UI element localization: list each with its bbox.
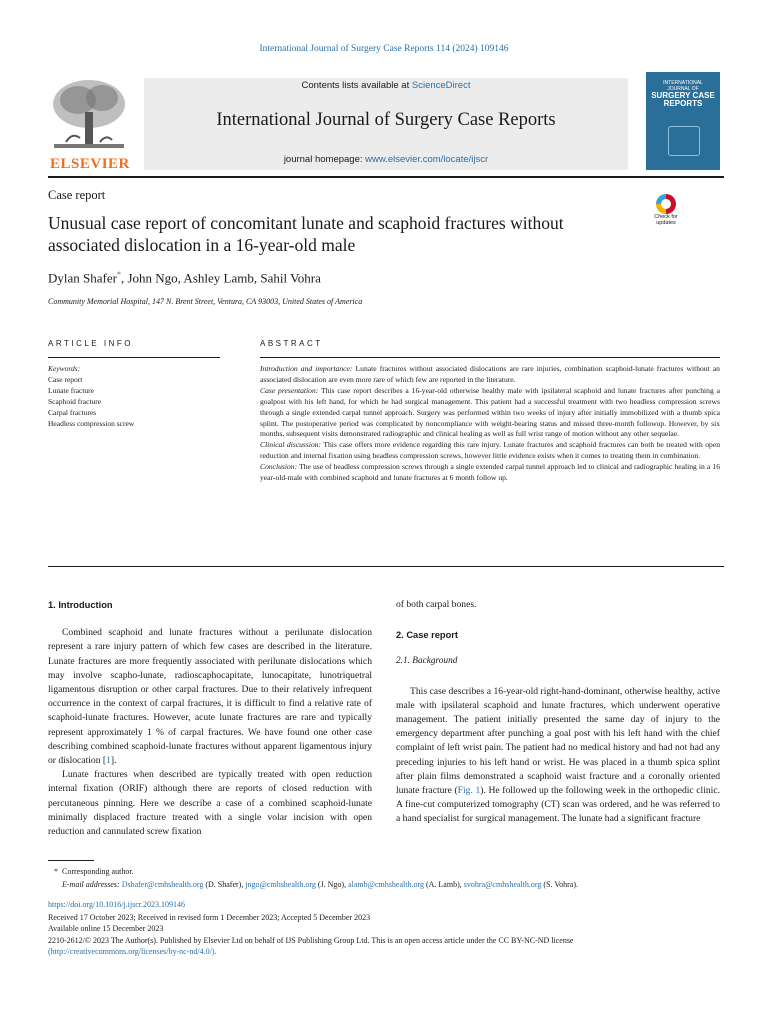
subsection-heading-background: 2.1. Background <box>396 656 458 667</box>
email-label: E-mail addresses: <box>62 880 120 889</box>
corresponding-mark[interactable]: * <box>116 270 121 279</box>
paragraph-continued: of both carpal bones. <box>396 599 477 610</box>
author-list <box>48 270 321 286</box>
abstract-section <box>260 440 720 462</box>
author-first[interactable]: Dylan Shafer <box>48 270 117 286</box>
right-column <box>396 598 720 827</box>
email-link[interactable]: Dshafer@cmhshealth.org <box>121 880 204 889</box>
article-info-heading: ARTICLE INFO <box>48 339 133 348</box>
journal-banner <box>144 78 628 170</box>
keyword-item: Case report <box>48 375 83 384</box>
abstract-body <box>260 364 720 484</box>
article-title: Unusual case report of concomitant lunate and scaphoid fractures without associated dislocation in a 16-year-old male <box>48 213 564 255</box>
abstract-text: This case report describes a 16-year-old otherwise healthy male with ipsilateral scaphoid and lunate fractures after punching a goalpost with his left hand, for which he had surgical management. This patient had a successful treatment with two headless compression screws through a single extended carpal tunnel approach. Surgery was performed within two weeks of injury after initially immobilized with a thumb spica splint. The postoperative period was complicated by noncompliance with weight-bearing status and missed three-month followup. However, by six months, subsequent visits demonstrated radiographic and clinical healing as well as full wrist range of motion without any other sequelae. <box>260 385 720 439</box>
homepage-line <box>144 154 628 165</box>
corresponding-text: Corresponding author. <box>62 867 134 876</box>
elsevier-logo[interactable] <box>48 76 130 172</box>
paragraph: Lunate fractures when described are typically treated with open reduction internal fixation (ORIF) although there are reports of closed reduction with percutaneous pinning. Here we describe a case of a combined scaphoid-lunate minimally displaced fracture treated with a single volar incision with open reduction and cannulated screw fixation <box>48 769 372 838</box>
figure-link[interactable]: Fig. 1 <box>457 785 481 797</box>
section-heading-case-report: 2. Case report <box>396 630 459 641</box>
cover-crest-icon <box>668 126 700 156</box>
keyword-item: Carpal fractures <box>48 408 97 417</box>
paragraph: This case describes a 16-year-old right-hand-dominant, otherwise healthy, active male with ipsilateral scaphoid and lunate fractures, which underwent operative management. The patient initially presented the same day of injury to the emergency department after punching a goal post with his left hand with the chief complaint of left wrist pain. The patient had no medical history and had not had any preceding injuries to his left hand or wrist. He was placed in a thumb spica splint after plain films demonstrated a scaphoid waist fracture and a coronally oriented lunate fracture (Fig. 1). He followed up the following week in the orthopedic clinic. A fine-cut computerized tomography (CT) scan was ordered, and he was referred to a hand specialist for surgical management. The lunate had a significant fracture <box>396 685 720 825</box>
abstract-text: The use of headless compression screws through a single extended carpal tunnel approach led to clinical and radiographic healing in a 16 year-old-male with combined scaphoid and lunate fractures at 6 month follow up. <box>260 462 720 483</box>
left-column <box>48 598 372 839</box>
homepage-link[interactable]: www.elsevier.com/locate/ijscr <box>365 154 489 165</box>
history-available: Available online 15 December 2023 <box>48 924 164 933</box>
abstract-label: Conclusion: <box>260 462 298 472</box>
contents-prefix: Contents lists available at <box>301 80 412 91</box>
article-type: Case report <box>48 188 106 202</box>
cover-title: SURGERY CASE REPORTS <box>651 91 715 108</box>
affiliation: Community Memorial Hospital, 147 N. Brent Street, Ventura, CA 93003, United States of America <box>48 297 363 306</box>
keyword-item: Scaphoid fracture <box>48 397 102 406</box>
footnote-divider <box>48 860 94 861</box>
sciencedirect-link[interactable]: ScienceDirect <box>411 80 471 91</box>
keywords-list <box>48 374 134 429</box>
abstract-label: Case presentation: <box>260 385 319 395</box>
check-updates-icon <box>656 194 676 214</box>
abstract-divider-top <box>260 357 720 358</box>
check-updates-label: Check for updates <box>654 214 678 226</box>
abstract-heading: ABSTRACT <box>260 339 323 348</box>
elsevier-tree-icon <box>48 76 130 154</box>
keywords-label: Keywords: <box>48 364 81 373</box>
journal-title: International Journal of Surgery Case Reports <box>216 110 556 130</box>
cover-journal-of: INTERNATIONAL JOURNAL OF <box>663 80 703 92</box>
abstract-label: Introduction and importance: <box>260 364 353 373</box>
corresponding-footnote <box>48 866 730 877</box>
history-received: Received 17 October 2023; Received in revised form 1 December 2023; Accepted 5 December 2023 <box>48 913 371 922</box>
corresponding-footnote-mark: * <box>54 867 58 876</box>
publisher-wordmark: ELSEVIER <box>50 156 130 172</box>
homepage-prefix: journal homepage: <box>283 154 366 165</box>
email-link[interactable]: alamb@cmhshealth.org <box>348 880 424 889</box>
contents-line <box>144 80 628 91</box>
journal-cover-thumbnail[interactable] <box>646 72 720 170</box>
abstract-section <box>260 462 720 484</box>
license-link[interactable]: (http://creativecommons.org/licenses/by-nc-nd/4.0/). <box>48 947 217 956</box>
info-divider <box>48 357 220 358</box>
abstract-text: Lunate fractures without associated dislocations are rare injuries, combination scaphoid-lunate fractures without an associated dislocation are even more rare of which few are reported in the literature. <box>260 364 720 384</box>
author-rest: , John Ngo, Ashley Lamb, Sahil Vohra <box>120 270 321 286</box>
abstract-divider-bottom <box>48 566 724 567</box>
journal-citation[interactable]: International Journal of Surgery Case Reports 114 (2024) 109146 <box>259 44 509 54</box>
journal-masthead <box>48 72 724 178</box>
abstract-label: Clinical discussion: <box>260 440 322 450</box>
keyword-item: Headless compression screw <box>48 419 135 428</box>
check-for-updates-button[interactable] <box>648 194 684 230</box>
keyword-item: Lunate fracture <box>48 386 95 395</box>
email-link[interactable]: jngo@cmhshealth.org <box>245 880 316 889</box>
section-heading-introduction: 1. Introduction <box>48 600 113 610</box>
paragraph: Combined scaphoid and lunate fractures without a perilunate dislocation represent a rare injury pattern of which few cases are described in the literature. Lunate fractures are more frequently associated with perilunate dislocations which may involve scapho-lunate, radioscaphocapitate, lunocapitate, lunotriquetral ligamentous disruption or other carpal fractures. Due to their relatively infrequent occurrence in the context of carpal fractures, it is difficult to find a relative rate of scaphoid-lunate fractures. However, acute lunate fractures are rare and typically represent approximately 1 % of carpal fractures. We have found one other case describing combined scaphoid-lunate fractures without apparent ligamentous injury or dislocation [1]. <box>48 627 372 767</box>
license-statement: 2210-2612/© 2023 The Author(s). Published by Elsevier Ltd on behalf of IJS Publishing Group Ltd. This is an open access article under the CC BY-NC-ND license (http://creativecommons.org/licenses/by-nc-nd/4.0/). <box>48 936 574 956</box>
abstract-section <box>260 386 720 441</box>
reference-link[interactable]: 1 <box>106 755 111 767</box>
abstract-section <box>260 364 720 386</box>
email-link[interactable]: svohra@cmhshealth.org <box>463 880 542 889</box>
doi-link[interactable]: https://doi.org/10.1016/j.ijscr.2023.109146 <box>48 900 185 909</box>
abstract-text: This case offers more evidence regarding this rare injury. Lunate fractures and scaphoid fractures can both be treated with open reduction and internal fixation using headless compression screws, however little evidence exists when it comes to treating them in combination. <box>260 440 720 461</box>
email-footnote: E-mail addresses: Dshafer@cmhshealth.org (D. Shafer), jngo@cmhshealth.org (J. Ngo), alamb@cmhshealth.org (A. Lamb), svohra@cmhshealth.org (S. Vohra). <box>62 880 578 889</box>
